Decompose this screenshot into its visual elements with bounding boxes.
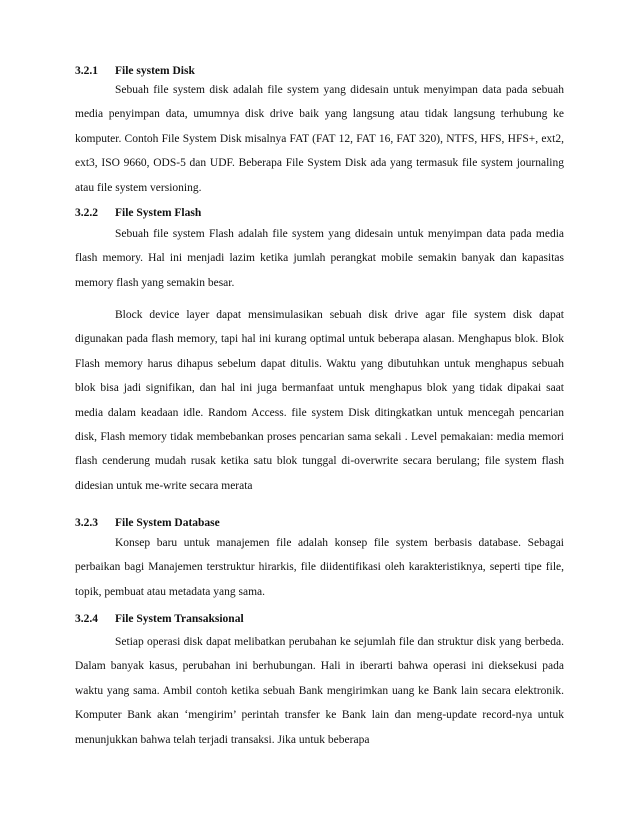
section-number: 3.2.1 — [75, 65, 98, 77]
section-heading-3-2-2 — [75, 206, 201, 220]
paragraph-text: Block device layer dapat mensimulasikan sebuah disk drive agar file system disk dapat digunakan pada flash memory, tapi hal ini kurang optimal untuk beberapa alasan. Menghapus blok. Blok Flash memory harus dihapus sebelum dapat ditulis. Waktu yang dibutuhkan untuk menghapus sebuah blok bisa jadi signifikan, dan hal ini juga bermanfaat untuk menghapus blok yang tidak dipakai saat media dalam keadaan idle. Random Access. file system Disk ditingkatkan untuk mencegah pencarian disk, Flash memory tidak membebankan proses pencarian sama sekali . Level pemakaian: media memori flash cenderung mudah rusak ketika satu blok tunggal di-overwrite secara berulang; file system flash didesian untuk me-write secara merata — [75, 309, 564, 492]
section-title: File System Database — [115, 517, 220, 529]
section-heading-3-2-3 — [75, 516, 220, 530]
section-number: 3.2.3 — [75, 517, 98, 529]
paragraph-text: Setiap operasi disk dapat melibatkan perubahan ke sejumlah file dan struktur disk yang berbeda. Dalam banyak kasus, perubahan ini berhubungan. Hali in iberarti bahwa operasi ini dieksekusi pada waktu yang sama. Ambil contoh ketika sebuah Bank mengirimkan uang ke Bank lain secara elektronik. Komputer Bank akan ‘mengirim’ perintah transfer ke Bank lain dan meng-update record-nya untuk menunjukkan bahwa telah terjadi transaksi. Jika untuk beberapa — [75, 636, 564, 746]
section-title: File System Flash — [115, 207, 202, 219]
section-paragraph — [75, 630, 564, 752]
section-paragraph — [75, 222, 564, 295]
paragraph-text: Sebuah file system disk adalah file system yang didesain untuk menyimpan data pada sebuah media penyimpan data, umumnya disk drive baik yang langsung atau tidak langsung terhubung ke komputer. Contoh File System Disk misalnya FAT (FAT 12, FAT 16, FAT 320), NTFS, HFS, HFS+, ext2, ext3, ISO 9660, ODS-5 dan UDF. Beberapa File System Disk ada yang termasuk file system journaling atau file system versioning. — [75, 84, 564, 194]
section-heading-3-2-1 — [75, 64, 195, 78]
section-paragraph — [75, 303, 564, 498]
paragraph-text: Konsep baru untuk manajemen file adalah konsep file system berbasis database. Sebagai perbaikan bagi Manajemen terstruktur hirarkis, file diidentifikasi oleh karakteristiknya, seperti tipe file, topik, pembuat atau metadata yang sama. — [75, 537, 564, 598]
section-heading-3-2-4 — [75, 612, 244, 626]
section-paragraph — [75, 78, 564, 200]
section-paragraph — [75, 531, 564, 604]
section-title: File system Disk — [115, 65, 195, 77]
section-number: 3.2.2 — [75, 207, 98, 219]
section-number: 3.2.4 — [75, 613, 98, 625]
section-title: File System Transaksional — [115, 613, 244, 625]
paragraph-text: Sebuah file system Flash adalah file system yang didesain untuk menyimpan data pada media flash memory. Hal ini menjadi lazim ketika jumlah perangkat mobile semakin banyak dan kapasitas memory flash yang semakin besar. — [75, 228, 564, 289]
